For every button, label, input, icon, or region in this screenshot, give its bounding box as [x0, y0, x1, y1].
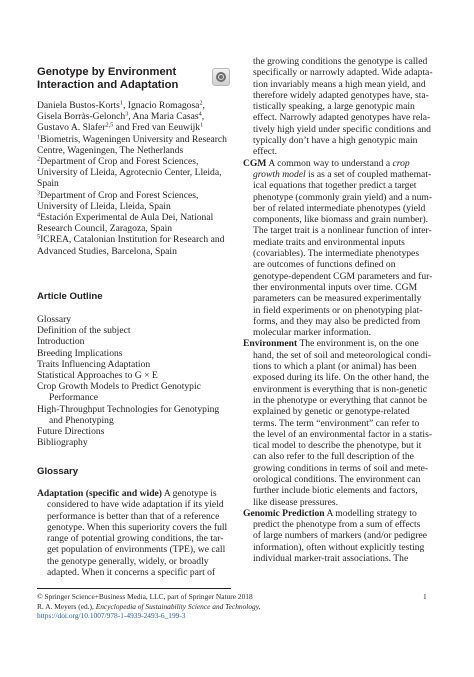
article-outline	[37, 314, 237, 448]
glossary-line: effect. Narrowly adapted genotypes have rela-	[253, 112, 431, 124]
affiliation-line	[37, 190, 237, 201]
author-name: , Ignacio Romagosa	[122, 100, 200, 111]
glossary-line: further include biotic elements and factors,	[253, 485, 418, 497]
glossary-term: Environment	[243, 338, 298, 350]
article-title: Genotype by Environment Interaction and Adaptation	[37, 66, 179, 91]
outline-item[interactable]: Glossary	[37, 314, 72, 325]
glossary-line: in the phenotype or everything that cannot be	[253, 394, 427, 406]
author-sep: ,	[201, 111, 205, 123]
glossary-line: growing conditions in terms of soil and mete-	[253, 462, 429, 474]
adaptation-continued	[243, 56, 439, 158]
glossary-line: tical model to describe the phenotype, but it	[253, 440, 422, 452]
glossary-line: effect.	[253, 146, 278, 158]
author-line	[37, 100, 237, 111]
glossary-line: terms. The term “environment” can refer to	[253, 417, 420, 429]
affiliation-line	[37, 234, 237, 245]
glossary-first-line	[243, 338, 439, 349]
glossary-term: Adaptation (specific and wide)	[37, 488, 162, 499]
glossary-line: mediate traits and environmental inputs	[253, 236, 405, 248]
glossary-line: phenotype (commonly grain yield) and a num-	[253, 191, 433, 203]
affiliation-text: Centre, Wageningen, The Netherlands	[37, 144, 184, 156]
glossary-text: is as a set of coupled mathemat-	[308, 168, 432, 180]
crossmark-icon[interactable]	[212, 68, 230, 86]
glossary-line: ical equations that together predict a target	[253, 180, 417, 192]
citation-title: Encyclopedia of Sustainability Science and Technology,	[95, 601, 261, 611]
outline-item[interactable]: Breeding Implications	[37, 347, 123, 359]
affiliation-line	[37, 201, 237, 212]
glossary-line: of large numbers of markers (and/or pedigree	[253, 530, 428, 542]
affiliation-line	[37, 134, 237, 145]
glossary-text: A modelling strategy to	[326, 507, 417, 519]
affiliation-sup: 1	[37, 133, 41, 141]
glossary-italic: crop	[392, 157, 410, 169]
author-name: and Fred van Eeuwijk	[113, 122, 201, 134]
glossary-text: A common way to understand a	[268, 157, 391, 169]
affiliation-sup: 4	[37, 211, 41, 219]
footer	[37, 592, 337, 621]
outline-item[interactable]: Definition of the subject	[37, 325, 131, 337]
glossary-line: tions to which a plant (or animal) has been	[253, 361, 417, 373]
glossary-line: orological conditions. The environment can	[253, 473, 421, 485]
glossary-line: exposed during its life. On the other hand, the	[253, 372, 429, 384]
glossary-line: range of potential growing conditions, the tar-	[47, 533, 224, 545]
glossary-line: explained by genetic or genotype-related	[253, 406, 410, 418]
glossary-entry-genomic-prediction	[243, 508, 439, 564]
glossary-line: are outcomes of functions defined on	[253, 259, 396, 271]
outline-item[interactable]: and Phenotyping	[49, 414, 114, 426]
affiliation-text: ICREA, Catalonian Institution for Research and	[40, 234, 225, 246]
author-name: Daniela Bustos-Korts	[37, 100, 120, 111]
glossary-line: in field experiments or on phenotyping plat-	[253, 304, 423, 316]
author-sup: 1	[119, 99, 123, 107]
glossary-line: forms, and they may also be predicted from	[253, 315, 421, 327]
outline-heading: Article Outline	[37, 291, 103, 302]
glossary-line: genotype. When this superiority covers the full	[47, 521, 228, 533]
affiliation-text: Department of Crop and Forest Sciences,	[40, 156, 199, 168]
author-block	[37, 100, 237, 257]
glossary-line	[243, 169, 439, 180]
glossary-text: A genotype is	[163, 488, 217, 499]
author-sup: 4	[198, 110, 202, 118]
affiliation-text: Advanced Studies, Barcelona, Spain	[37, 245, 177, 257]
glossary-line: molecular marker information.	[253, 327, 372, 339]
crossmark-dot	[219, 75, 223, 79]
affiliation-text: Biometris, Wageningen University and Research	[40, 133, 227, 145]
affiliation-text: Estación Experimental de Aula Dei, National	[40, 212, 214, 224]
author-line	[37, 111, 237, 122]
citation-editor: R. A. Meyers (ed.),	[37, 601, 94, 611]
glossary-line: tion invariably means a high mean yield, and	[253, 78, 426, 90]
affiliation-sup: 2	[37, 155, 41, 163]
glossary-text-block	[243, 180, 439, 338]
page-number: 1	[423, 592, 427, 601]
right-column	[243, 56, 439, 564]
glossary-entry-cgm	[243, 158, 439, 339]
author-sup: 2,5	[105, 121, 114, 129]
author-sup: 3	[125, 110, 129, 118]
affiliation-line	[37, 145, 237, 156]
affiliation-text: Department of Crop and Forest Sciences,	[40, 189, 199, 201]
author-sup: 1	[200, 121, 204, 129]
affiliation-line	[37, 178, 237, 189]
glossary-line: tively high yield under specific conditions and	[253, 123, 431, 135]
glossary-first-line	[37, 488, 233, 499]
glossary-line: like disease pressures.	[253, 496, 338, 508]
glossary-text-block	[243, 519, 439, 564]
outline-item[interactable]: Crop Growth Models to Predict Genotypic	[37, 381, 201, 393]
affiliation-line	[37, 167, 237, 178]
citation-line	[37, 602, 337, 612]
affiliation-text: Research Council, Zaragoza, Spain	[37, 223, 173, 235]
affiliation-sup: 3	[37, 189, 41, 197]
affiliation-list	[37, 134, 237, 257]
glossary-text-block	[37, 499, 233, 578]
glossary-line: parameters can be measured experimentally	[253, 293, 422, 305]
glossary-first-line	[243, 508, 439, 519]
glossary-line: the genotype generally, widely, or broadly	[47, 555, 209, 567]
glossary-line: hand, the set of soil and meteorological condi-	[253, 349, 431, 361]
glossary-line: information), often without explicitly testing	[253, 541, 425, 553]
copyright-line: © Springer Science+Business Media, LLC, part of Springer Nature 2018	[37, 592, 253, 601]
glossary-term: CGM	[243, 157, 267, 169]
outline-item[interactable]: Future Directions	[37, 426, 105, 438]
author-sup: 2	[199, 99, 203, 107]
glossary-line: can also refer to the full description of the	[253, 451, 414, 463]
glossary-line: components, like biomass and grain number).	[253, 214, 429, 226]
affiliation-line	[37, 156, 237, 167]
glossary-entry-adaptation	[37, 488, 233, 578]
glossary-text: The environment is, on the one	[299, 338, 419, 350]
glossary-line: adapted. When it concerns a specific part of	[47, 567, 216, 579]
affiliation-text: University of Lleida, Agrotecnio Center, Lleida,	[37, 167, 222, 179]
glossary-line: specifically or narrowly adapted. Wide adapta-	[253, 67, 433, 79]
glossary-line: get population of environments (TPE), we call	[47, 544, 226, 556]
author-line	[37, 122, 237, 133]
glossary-first-line	[243, 158, 439, 169]
outline-item[interactable]: Performance	[49, 392, 99, 404]
glossary-italic: growth model	[253, 168, 306, 180]
affiliation-text: Spain	[37, 178, 59, 190]
outline-item[interactable]: Statistical Approaches to G × E	[37, 370, 158, 382]
glossary-line: tistically speaking, a large genotypic main	[253, 101, 415, 113]
glossary-line: genotype-dependent CGM parameters and fur-	[253, 270, 433, 282]
affiliation-line	[37, 246, 237, 257]
affiliation-text: University of Lleida, Lleida, Spain	[37, 200, 171, 212]
glossary-heading: Glossary	[37, 466, 79, 477]
outline-item[interactable]: Introduction	[37, 336, 85, 348]
affiliation-line	[37, 223, 237, 234]
outline-item[interactable]: Bibliography	[37, 437, 88, 449]
glossary-line: individual marker-trait associations. The	[253, 553, 409, 565]
doi-link[interactable]: https://doi.org/10.1007/978-1-4939-2493-6_199-3	[37, 611, 186, 621]
author-name: Gustavo A. Slafer	[37, 122, 106, 134]
glossary-line: performance is better than that of a reference	[47, 510, 220, 522]
glossary-entry-environment	[243, 338, 439, 507]
glossary-line: ber of related intermediate phenotypes (yield	[253, 202, 426, 214]
glossary-line: the growing conditions the genotype is called	[253, 56, 428, 67]
glossary-line: the level of an environmental factor in a statis-	[253, 428, 433, 440]
glossary-line: considered to have wide adaptation if its yield	[47, 499, 224, 511]
affiliation-sup: 5	[37, 233, 41, 241]
glossary-term: Genomic Prediction	[243, 507, 325, 519]
affiliation-line	[37, 212, 237, 223]
glossary-text-block	[243, 350, 439, 508]
glossary-line: The target trait is a nonlinear function of inter-	[253, 225, 432, 237]
footer-rule	[37, 588, 231, 589]
glossary-line: typically don’t have a high genotypic main	[253, 135, 418, 147]
glossary-line: environment is everything that is non-genetic	[253, 383, 427, 395]
outline-item[interactable]: High-Throughput Technologies for Genotyping	[37, 403, 220, 415]
glossary-line: ther environmental inputs over time. CGM	[253, 281, 418, 293]
glossary-line: predict the phenotype from a sum of effects	[253, 519, 421, 531]
outline-item[interactable]: Traits Influencing Adaptation	[37, 358, 151, 370]
author-name: , Ana Maria Casas	[128, 111, 199, 123]
glossary-line: (covariables). The intermediate phenotypes	[253, 248, 420, 260]
author-sep: ,	[202, 100, 205, 111]
author-name: Gisela Borràs-Gelonch	[37, 111, 126, 123]
glossary-line: therefore widely adapted genotypes have, sta-	[253, 89, 429, 101]
